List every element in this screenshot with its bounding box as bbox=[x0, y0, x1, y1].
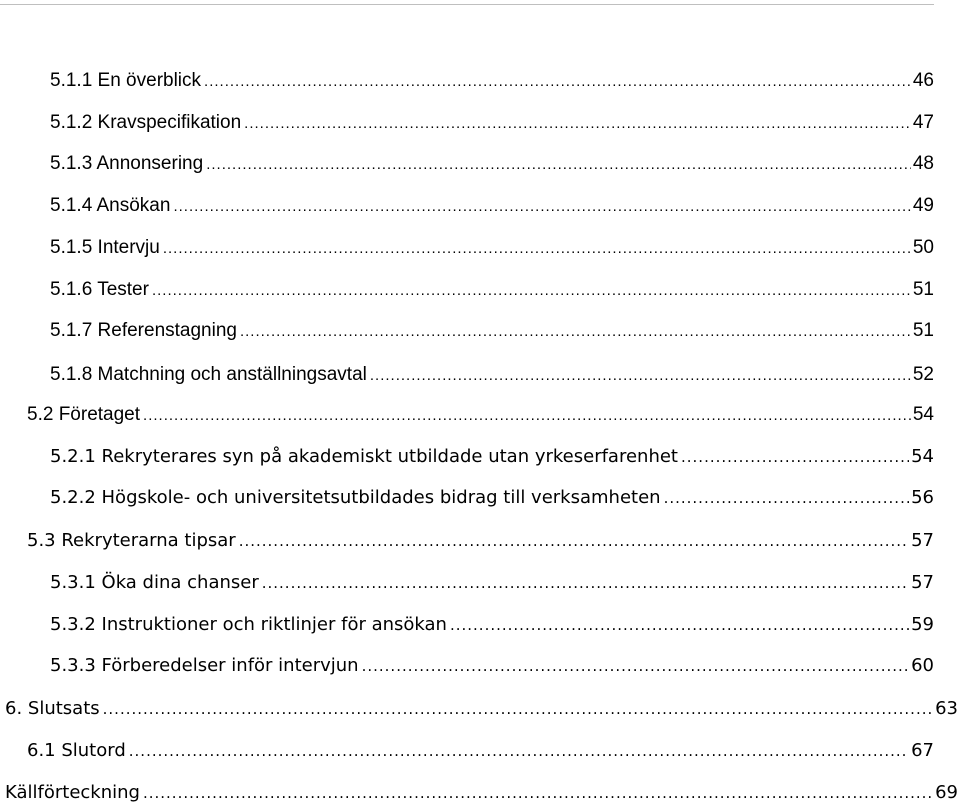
toc-entry-page: 60 bbox=[911, 655, 934, 676]
toc-entry-page: 69 bbox=[935, 782, 958, 803]
toc-entry[interactable] bbox=[50, 235, 934, 261]
toc-entry-page: 63 bbox=[935, 698, 958, 719]
dot-leader bbox=[239, 528, 909, 554]
toc-entry[interactable] bbox=[50, 277, 934, 303]
dot-leader bbox=[173, 194, 910, 220]
toc-entry-page: 52 bbox=[912, 364, 934, 385]
toc-entry[interactable] bbox=[50, 318, 934, 344]
toc-entry-page: 59 bbox=[911, 614, 934, 635]
toc-entry[interactable] bbox=[50, 193, 934, 219]
toc-entry-label: 5.3.3 Förberedelser inför intervjun bbox=[50, 655, 359, 676]
dot-leader bbox=[262, 570, 909, 596]
dot-leader bbox=[370, 363, 911, 389]
dot-leader bbox=[450, 612, 909, 638]
toc-entry-page: 50 bbox=[912, 237, 934, 258]
toc-entry[interactable] bbox=[50, 612, 934, 638]
dot-leader bbox=[240, 319, 911, 345]
toc-entry-label: 5.1.5 Intervju bbox=[50, 237, 160, 258]
toc-entry-page: 47 bbox=[912, 112, 934, 133]
toc-entry-label: 5.1.6 Tester bbox=[50, 279, 149, 300]
dot-leader bbox=[163, 236, 911, 262]
dot-leader bbox=[206, 152, 911, 178]
toc-entry-label: Källförteckning bbox=[5, 782, 140, 803]
dot-leader bbox=[244, 111, 911, 137]
toc-entry[interactable] bbox=[27, 528, 934, 554]
dot-leader bbox=[664, 485, 910, 511]
toc-entry-label: 5.3.1 Öka dina chanser bbox=[50, 572, 259, 593]
toc-entry-page: 67 bbox=[911, 740, 934, 761]
toc-entry-label: 6. Slutsats bbox=[5, 698, 100, 719]
dot-leader bbox=[681, 444, 909, 470]
dot-leader bbox=[143, 403, 911, 429]
toc-entry-label: 5.1.8 Matchning och anställningsavtal bbox=[50, 364, 367, 385]
toc-entry-label: 5.2 Företaget bbox=[27, 404, 141, 425]
toc-entry[interactable] bbox=[50, 362, 934, 388]
toc-entry-label: 5.2.1 Rekryterares syn på akademiskt utbildade utan yrkeserfarenhet bbox=[50, 446, 678, 467]
toc-entry-label: 5.1.4 Ansökan bbox=[50, 195, 171, 216]
toc-entry[interactable] bbox=[50, 151, 934, 177]
toc-entry[interactable] bbox=[50, 570, 934, 596]
toc-entry[interactable] bbox=[27, 402, 934, 428]
toc-entry-label: 5.1.3 Annonsering bbox=[50, 153, 204, 174]
toc-entry-page: 48 bbox=[912, 153, 934, 174]
toc-entry[interactable] bbox=[50, 444, 934, 470]
toc-entry-label: 5.2.2 Högskole- och universitetsutbildades bidrag till verksamheten bbox=[50, 487, 661, 508]
toc-entry-page: 56 bbox=[911, 487, 934, 508]
toc-entry[interactable] bbox=[50, 485, 934, 511]
toc-entry-page: 49 bbox=[912, 195, 934, 216]
toc-entry-label: 5.3 Rekryterarna tipsar bbox=[27, 530, 236, 551]
toc-entry[interactable] bbox=[5, 780, 958, 806]
toc-entry-label: 5.1.2 Kravspecifikation bbox=[50, 112, 242, 133]
toc-entry-page: 46 bbox=[912, 70, 934, 91]
dot-leader bbox=[129, 738, 909, 764]
toc-entry[interactable] bbox=[50, 68, 934, 94]
toc-entry-page: 57 bbox=[911, 572, 934, 593]
toc-entry-page: 54 bbox=[912, 404, 934, 425]
toc-entry-page: 51 bbox=[912, 279, 934, 300]
toc-entry[interactable] bbox=[50, 110, 934, 136]
toc-entry-page: 51 bbox=[912, 320, 934, 341]
dot-leader bbox=[143, 780, 933, 806]
toc-entry-label: 5.1.1 En överblick bbox=[50, 70, 202, 91]
toc-entry-label: 5.1.7 Referenstagning bbox=[50, 320, 237, 341]
dot-leader bbox=[103, 696, 933, 722]
toc-entry[interactable] bbox=[50, 653, 934, 679]
toc-entry-label: 6.1 Slutord bbox=[27, 740, 126, 761]
dot-leader bbox=[152, 278, 911, 304]
toc-entry[interactable] bbox=[27, 738, 934, 764]
toc-entry-page: 54 bbox=[911, 446, 934, 467]
dot-leader bbox=[204, 69, 911, 95]
toc-entry-page: 57 bbox=[911, 530, 934, 551]
dot-leader bbox=[362, 653, 910, 679]
toc-entry-label: 5.3.2 Instruktioner och riktlinjer för ansökan bbox=[50, 614, 447, 635]
toc-entry[interactable] bbox=[5, 696, 958, 722]
